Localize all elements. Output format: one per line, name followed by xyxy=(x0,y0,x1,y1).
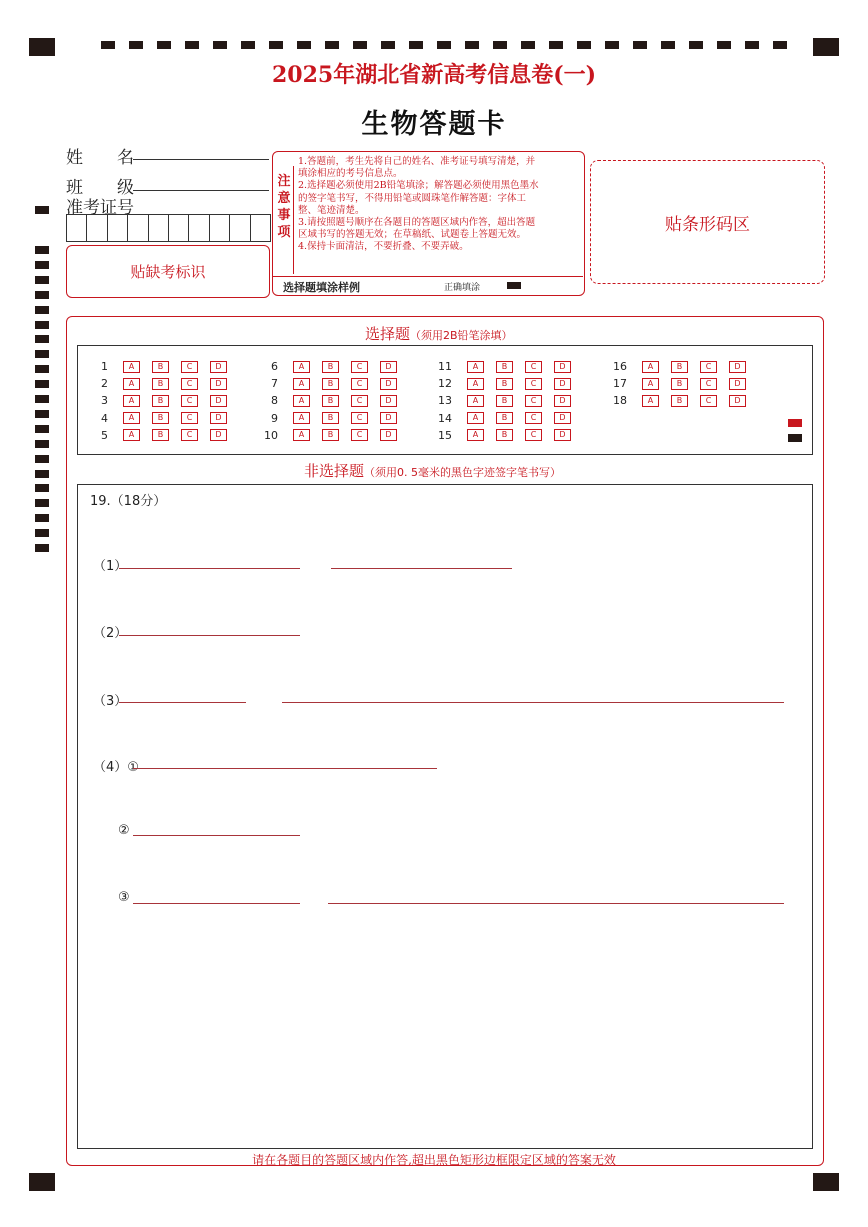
exam-id-boxes[interactable] xyxy=(66,214,271,242)
side-timing-mark xyxy=(35,425,49,433)
option-bubble-a[interactable]: A xyxy=(293,412,310,424)
option-bubble-d[interactable]: D xyxy=(729,361,746,373)
question-number: 10 xyxy=(264,428,278,442)
timing-mark-row xyxy=(101,41,785,49)
option-bubble-a[interactable]: A xyxy=(123,361,140,373)
side-timing-mark xyxy=(35,206,49,214)
timing-mark xyxy=(745,41,759,49)
option-bubble-d[interactable]: D xyxy=(380,412,397,424)
side-timing-mark xyxy=(35,529,49,537)
part-1-answer-line-a[interactable] xyxy=(119,568,300,569)
exam-id-label: 准考证号 xyxy=(66,198,134,218)
option-bubble-b[interactable]: B xyxy=(322,429,339,441)
option-bubble-b[interactable]: B xyxy=(496,361,513,373)
footer-warning: 请在各题目的答题区域内作答,超出黑色矩形边框限定区域的答案无效 xyxy=(252,1153,616,1167)
timing-mark xyxy=(773,41,787,49)
timing-mark xyxy=(521,41,535,49)
option-bubble-b[interactable]: B xyxy=(496,378,513,390)
question-number: 12 xyxy=(438,377,452,391)
option-bubble-c[interactable]: C xyxy=(181,378,198,390)
class-input-line[interactable] xyxy=(133,190,269,191)
timing-mark xyxy=(269,41,283,49)
question-number: 4 xyxy=(101,411,108,425)
option-bubble-b[interactable]: B xyxy=(322,412,339,424)
choice-question-row xyxy=(258,360,397,373)
option-bubble-c[interactable]: C xyxy=(181,395,198,407)
question-number: 11 xyxy=(438,360,452,373)
option-bubble-a[interactable]: A xyxy=(642,361,659,373)
option-bubble-a[interactable]: A xyxy=(642,378,659,390)
part-4-2-label: ② xyxy=(118,823,130,838)
choice-question-row xyxy=(258,377,397,390)
choice-question-row xyxy=(258,394,397,407)
choice-question-row xyxy=(432,360,571,373)
part-3-answer-line-a[interactable] xyxy=(119,702,246,703)
option-bubble-c[interactable]: C xyxy=(700,395,717,407)
option-bubble-c[interactable]: C xyxy=(525,429,542,441)
choice-question-row xyxy=(607,377,746,390)
question-number: 8 xyxy=(271,394,278,408)
side-timing-mark xyxy=(35,484,49,492)
absence-sticker-area xyxy=(66,245,270,298)
option-bubble-d[interactable]: D xyxy=(210,395,227,407)
corner-mark-bottom-left xyxy=(29,1173,55,1191)
option-bubble-c[interactable]: C xyxy=(700,361,717,373)
timing-mark xyxy=(633,41,647,49)
option-bubble-d[interactable]: D xyxy=(554,429,571,441)
timing-mark xyxy=(577,41,591,49)
side-timing-mark xyxy=(35,306,49,314)
option-bubble-d[interactable]: D xyxy=(380,429,397,441)
option-bubble-a[interactable]: A xyxy=(123,429,140,441)
option-bubble-c[interactable]: C xyxy=(351,361,368,373)
question-number: 3 xyxy=(101,394,108,408)
option-bubble-b[interactable]: B xyxy=(152,395,169,407)
part-4-2-answer-line[interactable] xyxy=(133,835,300,836)
option-bubble-a[interactable]: A xyxy=(123,378,140,390)
option-bubble-d[interactable]: D xyxy=(210,378,227,390)
timing-mark xyxy=(157,41,171,49)
option-bubble-d[interactable]: D xyxy=(210,361,227,373)
corner-mark-bottom-right xyxy=(813,1173,839,1191)
timing-mark xyxy=(353,41,367,49)
question-number: 16 xyxy=(613,360,627,373)
exam-title: 2025年湖北省新高考信息卷(一) xyxy=(271,62,597,88)
option-bubble-b[interactable]: B xyxy=(322,378,339,390)
option-bubble-a[interactable]: A xyxy=(467,378,484,390)
option-bubble-a[interactable]: A xyxy=(123,412,140,424)
corner-mark-top-left xyxy=(29,38,55,56)
option-bubble-c[interactable]: C xyxy=(700,378,717,390)
question-number: 2 xyxy=(101,377,108,391)
option-bubble-c[interactable]: C xyxy=(525,395,542,407)
option-bubble-c[interactable]: C xyxy=(181,412,198,424)
timing-mark xyxy=(101,41,115,49)
side-timing-mark xyxy=(35,440,49,448)
timing-mark xyxy=(661,41,675,49)
question-number: 15 xyxy=(438,428,452,442)
side-timing-mark xyxy=(35,276,49,284)
question-number: 5 xyxy=(101,428,108,442)
option-bubble-d[interactable]: D xyxy=(380,378,397,390)
side-timing-mark xyxy=(35,455,49,463)
option-bubble-b[interactable]: B xyxy=(322,361,339,373)
choice-question-row xyxy=(432,394,571,407)
option-bubble-d[interactable]: D xyxy=(210,412,227,424)
choice-question-row xyxy=(432,377,571,390)
option-bubble-b[interactable]: B xyxy=(496,412,513,424)
option-bubble-b[interactable]: B xyxy=(152,412,169,424)
part-1-answer-line-b[interactable] xyxy=(331,568,512,569)
notes-vertical-label: 注 意 事 项 xyxy=(277,174,291,240)
timing-mark xyxy=(185,41,199,49)
option-bubble-d[interactable]: D xyxy=(554,395,571,407)
option-bubble-b[interactable]: B xyxy=(496,395,513,407)
timing-mark xyxy=(297,41,311,49)
absence-label: 贴缺考标识 xyxy=(130,263,206,281)
timing-mark xyxy=(129,41,143,49)
part-2-answer-line[interactable] xyxy=(119,635,300,636)
option-bubble-d[interactable]: D xyxy=(380,361,397,373)
timing-mark xyxy=(689,41,703,49)
option-bubble-d[interactable]: D xyxy=(554,378,571,390)
part-2-label: （2） xyxy=(93,626,128,641)
choice-question-row xyxy=(88,377,227,390)
timing-mark xyxy=(437,41,451,49)
choice-question-row xyxy=(88,429,227,442)
option-bubble-a[interactable]: A xyxy=(467,361,484,373)
choice-question-row xyxy=(88,394,227,407)
option-bubble-a[interactable]: A xyxy=(467,395,484,407)
part-4-1-label: （4）① xyxy=(93,760,139,775)
timing-mark xyxy=(409,41,423,49)
timing-mark xyxy=(381,41,395,49)
option-bubble-a[interactable]: A xyxy=(123,395,140,407)
option-bubble-a[interactable]: A xyxy=(293,361,310,373)
choice-question-row xyxy=(607,394,746,407)
barcode-label: 贴条形码区 xyxy=(665,214,750,235)
side-timing-mark xyxy=(35,261,49,269)
nonchoice-answer-box xyxy=(77,484,813,1149)
timing-mark xyxy=(549,41,563,49)
timing-mark xyxy=(465,41,479,49)
correct-fill-sample xyxy=(507,282,521,289)
question-number: 6 xyxy=(271,360,278,373)
red-calibration-mark xyxy=(788,419,802,427)
side-timing-mark xyxy=(35,380,49,388)
timing-mark xyxy=(213,41,227,49)
option-bubble-a[interactable]: A xyxy=(293,395,310,407)
side-timing-mark xyxy=(35,410,49,418)
timing-mark xyxy=(493,41,507,49)
option-bubble-a[interactable]: A xyxy=(467,429,484,441)
option-bubble-a[interactable]: A xyxy=(642,395,659,407)
timing-mark xyxy=(241,41,255,49)
question-number: 13 xyxy=(438,394,452,408)
choice-question-row xyxy=(432,429,571,442)
option-bubble-c[interactable]: C xyxy=(181,429,198,441)
choice-question-row xyxy=(88,360,227,373)
notes-text: 1.答题前，考生先将自己的姓名、准考证号填写清楚，并 填涂相应的考号信息点。 2.选择题必须使用2B铅笔填涂；解答题必须使用黑色墨水 的签字笔书写，不得用铅笔或圆珠笔作解答题：字体工 整、笔迹清楚。 3.请按照题号顺序在各题目的答题区域内作答，超出答题 区域书写的答题无效；在草稿纸、试题卷上答题无效。 4.保持卡面清洁，不要折叠、不要弄破。 xyxy=(298,156,539,253)
option-bubble-c[interactable]: C xyxy=(525,378,542,390)
name-label: 姓 名 xyxy=(66,148,134,168)
part-3-answer-line-b[interactable] xyxy=(282,702,784,703)
side-timing-mark xyxy=(35,335,49,343)
part-3-label: （3） xyxy=(93,694,128,709)
option-bubble-b[interactable]: B xyxy=(152,378,169,390)
option-bubble-b[interactable]: B xyxy=(671,395,688,407)
option-bubble-b[interactable]: B xyxy=(152,429,169,441)
part-4-3-answer-line-a[interactable] xyxy=(133,903,300,904)
side-timing-mark xyxy=(35,514,49,522)
nonchoice-section-title: 非选择题（须用0. 5毫米的黑色字迹签字笔书写） xyxy=(304,462,562,480)
option-bubble-d[interactable]: D xyxy=(729,378,746,390)
corner-mark-top-right xyxy=(813,38,839,56)
question-number: 7 xyxy=(271,377,278,391)
class-label: 班 级 xyxy=(66,178,134,198)
option-bubble-c[interactable]: C xyxy=(525,412,542,424)
option-bubble-d[interactable]: D xyxy=(554,412,571,424)
question-number: 17 xyxy=(613,377,627,391)
option-bubble-b[interactable]: B xyxy=(671,378,688,390)
sample-label: 选择题填涂样例 xyxy=(283,281,360,294)
barcode-area xyxy=(590,160,825,284)
side-timing-mark xyxy=(35,470,49,478)
question-number: 14 xyxy=(438,411,452,425)
option-bubble-c[interactable]: C xyxy=(525,361,542,373)
question-19-label: 19.（18分） xyxy=(90,494,167,509)
side-timing-mark xyxy=(35,350,49,358)
option-bubble-a[interactable]: A xyxy=(467,412,484,424)
choice-question-row xyxy=(258,429,397,442)
question-number: 1 xyxy=(101,360,108,373)
option-bubble-c[interactable]: C xyxy=(351,429,368,441)
side-timing-mark xyxy=(35,395,49,403)
notes-sample-divider xyxy=(272,276,583,277)
correct-fill-label: 正确填涂 xyxy=(444,283,481,293)
option-bubble-d[interactable]: D xyxy=(210,429,227,441)
part-1-label: （1） xyxy=(93,559,128,574)
timing-mark xyxy=(717,41,731,49)
side-timing-mark xyxy=(35,321,49,329)
black-calibration-mark xyxy=(788,434,802,442)
option-bubble-d[interactable]: D xyxy=(380,395,397,407)
timing-mark xyxy=(605,41,619,49)
option-bubble-a[interactable]: A xyxy=(293,378,310,390)
option-bubble-d[interactable]: D xyxy=(554,361,571,373)
notes-divider xyxy=(293,166,294,274)
choice-section-title: 选择题（须用2B铅笔涂填） xyxy=(365,325,513,343)
option-bubble-b[interactable]: B xyxy=(496,429,513,441)
choice-question-row xyxy=(432,412,571,425)
option-bubble-c[interactable]: C xyxy=(351,395,368,407)
question-number: 18 xyxy=(613,394,627,408)
option-bubble-c[interactable]: C xyxy=(351,378,368,390)
side-timing-mark xyxy=(35,544,49,552)
option-bubble-b[interactable]: B xyxy=(671,361,688,373)
choice-question-row xyxy=(607,360,746,373)
option-bubble-c[interactable]: C xyxy=(351,412,368,424)
side-timing-mark xyxy=(35,365,49,373)
name-input-line[interactable] xyxy=(133,159,269,160)
option-bubble-c[interactable]: C xyxy=(181,361,198,373)
option-bubble-b[interactable]: B xyxy=(322,395,339,407)
side-timing-mark xyxy=(35,499,49,507)
side-timing-mark xyxy=(35,246,49,254)
part-4-1-answer-line[interactable] xyxy=(133,768,437,769)
choice-question-row xyxy=(88,412,227,425)
timing-mark xyxy=(325,41,339,49)
side-timing-mark xyxy=(35,291,49,299)
part-4-3-label: ③ xyxy=(118,890,130,905)
option-bubble-b[interactable]: B xyxy=(152,361,169,373)
option-bubble-d[interactable]: D xyxy=(729,395,746,407)
question-number: 9 xyxy=(271,411,278,425)
card-subtitle: 生物答题卡 xyxy=(361,109,507,140)
choice-question-row xyxy=(258,412,397,425)
part-4-3-answer-line-b[interactable] xyxy=(328,903,784,904)
option-bubble-a[interactable]: A xyxy=(293,429,310,441)
